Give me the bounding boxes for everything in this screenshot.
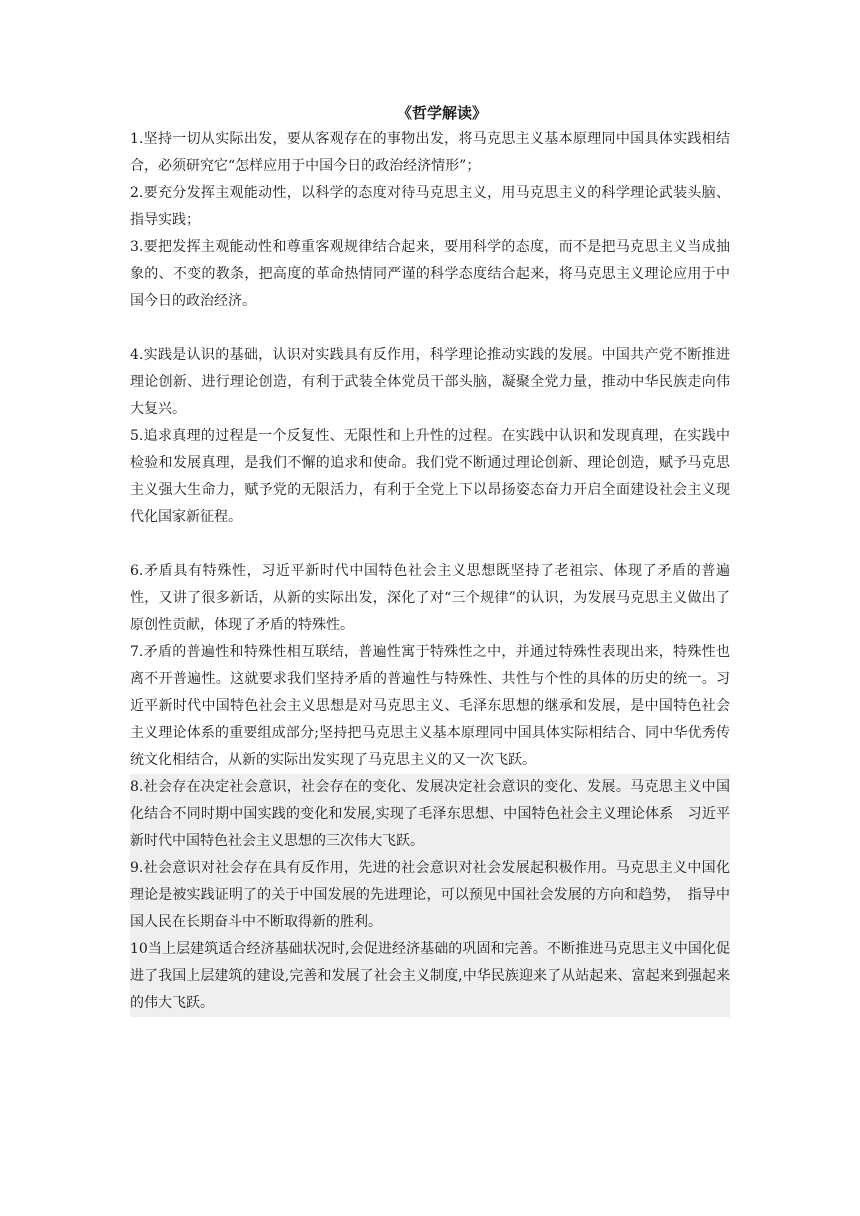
paragraph-2: 2.要充分发挥主观能动性，以科学的态度对待马克思主义，用马克思主义的科学理论武装头脑、指导实践； [130,185,730,228]
paragraph-5: 5.追求真理的过程是一个反复性、无限性和上升性的过程。在实践中认识和发现真理，在实践中检验和发展真理，是我们不懈的追求和使命。我们党不断通过理论创新、理论创造，赋予马克思主义强大生命力，赋予党的无限活力，有利于全党上下以昂扬姿态奋力开启全面建设社会主义现代化国家新征程。 [130,428,730,525]
paragraph-spacer [130,315,730,342]
paragraph-1: 1.坚持一切从实际出发，要从客观存在的事物出发，将马克思主义基本原理同中国具体实践相结合，必须研究它“怎样应用于中国今日的政治经济情形”； [130,131,730,174]
paragraph-4: 4.实践是认识的基础，认识对实践具有反作用，科学理论推动实践的发展。中国共产党不断推进理论创新、进行理论创造，有利于武装全体党员干部头脑，凝聚全党力量，推动中华民族走向伟大复兴。 [130,347,730,417]
paragraph-8: 8.社会存在决定社会意识，社会存在的变化、发展决定社会意识的变化、发展。马克思主义中国化结合不同时期中国实践的变化和发展,实现了毛泽东思想、中国特色社会主义理论体系 习近平新时代中国特色社会主义思想的三次伟大飞跃。 [130,779,730,849]
paragraph-6: 6.矛盾具有特殊性，习近平新时代中国特色社会主义思想既坚持了老祖宗、体现了矛盾的普遍性，又讲了很多新话，从新的实际出发，深化了对“三个规律”的认识，为发展马克思主义做出了原创性贡献，体现了矛盾的特殊性。 [130,563,730,633]
paragraph-spacer [130,531,730,558]
paragraph-7: 7.矛盾的普遍性和特殊性相互联结，普遍性寓于特殊性之中，并通过特殊性表现出来，特殊性也离不开普遍性。这就要求我们坚持矛盾的普遍性与特殊性、共性与个性的具体的历史的统一。习近平新时代中国特色社会主义思想是对马克思主义、毛泽东思想的继承和发展，是中国特色社会主义理论体系的重要组成部分;坚持把马克思主义基本原理同中国具体实际相结合、同中华优秀传统文化相结合，从新的实际出发实现了马克思主义的又一次飞跃。 [130,644,730,768]
paragraph-10: 10当上层建筑适合经济基础状况时,会促进经济基础的巩固和完善。不断推进马克思主义中国化促进了我国上层建筑的建设,完善和发展了社会主义制度,中华民族迎来了从站起来、富起来到强起来的伟大飞跃。 [130,941,730,1011]
paragraph-9: 9.社会意识对社会存在具有反作用，先进的社会意识对社会发展起积极作用。马克思主义中国化理论是被实践证明了的关于中国发展的先进理论，可以预见中国社会发展的方向和趋势， 指导中国人民在长期奋斗中不断取得新的胜利。 [130,860,730,930]
paragraph-3: 3.要把发挥主观能动性和尊重客观规律结合起来，要用科学的态度，而不是把马克思主义当成抽象的、不变的教条，把高度的革命热情同严谨的科学态度结合起来，将马克思主义理论应用于中国今日的政治经济。 [130,239,730,309]
document-page [130,100,730,1017]
document-title: 《哲学解读》 [396,104,487,122]
highlighted-section [130,774,730,1017]
